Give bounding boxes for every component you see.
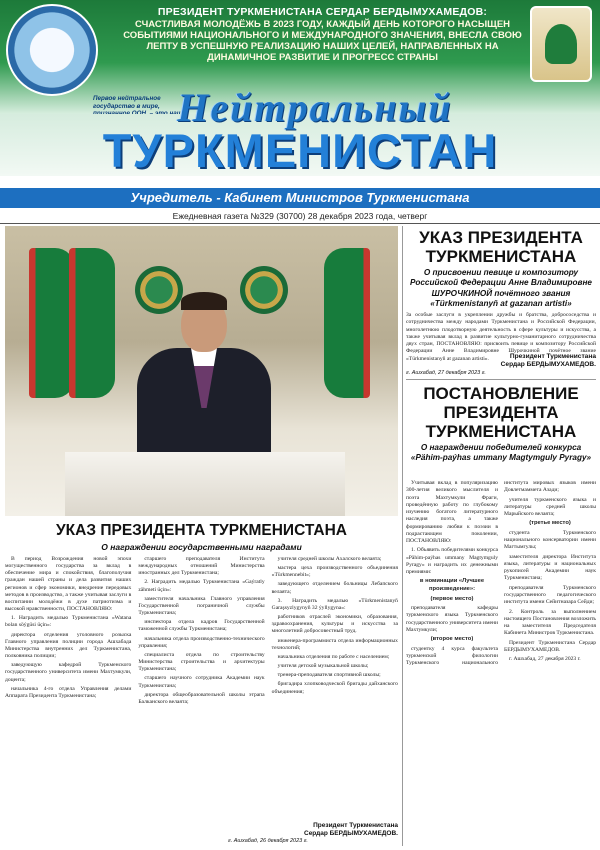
article-paragraph: директора общеобразовательной школы этрапа Балканского велаята; (138, 691, 265, 705)
resolution-paragraph: в номинации «Лучшее произведение»: (419, 578, 485, 592)
resolution-paragraph: учителя туркменского языка и литературы средней школы Марыйского велаята; (504, 496, 596, 518)
right-divider (406, 379, 596, 380)
resolution-paragraph: г. Ашхабад, 27 декабря 2023 г. (509, 656, 581, 663)
decree-subtitle: О присвоении певице и композитору Российской Федерации Анне Владимировне ШУРОЧКИНОЙ почётного звания «Türkmenistanyň at gazanan artisti» (410, 268, 592, 308)
banner-quote-text: СЧАСТЛИВАЯ МОЛОДЁЖЬ В 2023 ГОДУ, КАЖДЫЙ ДЕНЬ КОТОРОГО НАСЫЩЕН СОБЫТИЯМИ НАЦИОНАЛЬНОГО И МЕЖДУНАРОДНОГО ЗНАЧЕНИЯ, ВНЕСЛА СВОЮ ЛЕПТУ В УСПЕШНУЮ РЕАЛИЗАЦИЮ НАШИХ ЦЕЛЕЙ, НАПРАВЛЕННЫХ НА ДИНАМИЧНОЕ РАЗВИТИЕ И ПРОГРЕСС СТРАНЫ (123, 19, 522, 63)
person-hair (181, 292, 227, 310)
resolution-paragraph: (второе место) (430, 636, 474, 643)
signature-title: Президент Туркменистана (313, 822, 398, 829)
article-paragraph: заведующую кафедрой Туркменского государственного университета имени Махтумкули, доцента; (5, 662, 132, 683)
founder-strip: Учредитель - Кабинет Министров Туркменистана (0, 188, 600, 208)
decree-signature (406, 353, 596, 369)
resolution-paragraph: (первое место) (430, 595, 474, 602)
article-paragraph: инспектора отдела кадров Государственной таможенной службы Туркменистана; (138, 619, 265, 633)
resolution-paragraph: студента Туркменского национального консерватории имени Магтымгулы; (504, 529, 596, 551)
main-article-title: УКАЗ ПРЕЗИДЕНТА ТУРКМЕНИСТАНА (56, 522, 347, 539)
anniversary-logo (6, 4, 98, 96)
article-paragraph: директора отделения уголовного розыска Главного управления полиции города Ашхабада Министерства внутренних дел Туркменистана, полковника полиции; (5, 631, 132, 660)
article-paragraph: специалиста отдела по строительству Министерства строительства и архитектуры Туркменистана; (138, 651, 265, 673)
issue-dateline: Ежедневная газета №329 (30700) 28 декабря 2023 года, четверг (172, 211, 428, 221)
desk (65, 452, 345, 516)
article-paragraph: учителя средней школы Ахалского велаята; (277, 556, 382, 562)
signature-name: Сердар БЕРДЫМУХАМЕДОВ. (304, 830, 398, 838)
article-paragraph: В период Возрождения новой эпохи могущественного государства за вклад в обеспечение мира и спокойствия, благополучия граждан нашей страны и дела развития наших регионов и сфер экономики, внедрение передовых методов в производство, а также учитывая заслуги в воспитании молодёжи в духе патриотизма и высокой нравственности, ПОСТАНОВЛЯЮ: (5, 556, 132, 613)
article-paragraph: 1. Наградить медалью Туркменистана «Watana bolan söýgüsi üçin»: (5, 615, 132, 629)
resolution-paragraph: заместителя директора Института языка, литературы и национальных рукописей Академии наук Туркменистана; (504, 553, 596, 582)
article-paragraph: начальника отделения по работе с населением; (277, 653, 390, 660)
state-emblem-left (135, 266, 183, 314)
decree-body: За особые заслуги в укреплении дружбы и братства, добрососедства и сотрудничества между народами Туркменистана и Российской Федерации, многолетнюю плодотворную деятельность в сфере культуры и искусства, а также учитывая вклад в развитие культурно-гуманитарного сотрудничества двух стран, ПОСТАНОВЛЯЮ: присвоить певице и композитору Российской Федерации Анне Владимировне Шурочкиной почётное звание «Türkmenistanyň at gazanan artisti». (406, 312, 596, 362)
masthead-title-line1: Нейтральный (177, 85, 453, 130)
resolution-subtitle: О награждении победителей конкурса «Pähim-paýhas ummany Magtymguly Pyragy» (410, 443, 592, 463)
article-paragraph: старшего научного сотрудника Академии наук Туркменистана; (138, 675, 265, 689)
resolution-paragraph: преподавателя кафедры туркменского языка Туркменского государственного университета имени Махтумкули; (406, 605, 498, 633)
article-paragraph: старшего преподавателя Института международных отношений Министерства иностранных дел Туркменистана; (138, 556, 265, 577)
article-paragraph: 3. Наградить медалью «Türkmenistanyň Garaşsyzlygynyň 32 ýyllygyna»: (271, 597, 398, 611)
resolution-paragraph: (третье место) (529, 520, 571, 527)
resolution-paragraph: 2. Контроль за выполнением настоящего Постановления возложить на заместителя Председателя Кабинета Министров Туркменистана. (504, 608, 596, 637)
flag-left-2 (69, 248, 115, 398)
flag-right (324, 248, 370, 398)
resolution-title: ПОСТАНОВЛЕНИЕ ПРЕЗИДЕНТА ТУРКМЕНИСТАНА (423, 384, 579, 442)
decree-title: УКАЗ ПРЕЗИДЕНТА ТУРКМЕНИСТАНА (419, 228, 583, 267)
article-paragraph: мастера цеха производственного объединения «Türkmennebit»; (271, 565, 398, 579)
article-paragraph: тренера-преподавателя спортивной школы; (277, 672, 381, 679)
decree-signature-name: Сердар БЕРДЫМУХАМЕДОВ. (500, 361, 596, 369)
year-emblem-logo (530, 6, 592, 82)
header-divider (0, 223, 600, 224)
main-article-body (5, 556, 398, 846)
article-paragraph: работников отраслей экономики, образования, здравоохранения, культуры и искусства за многолетний добросовестный труд. (271, 614, 398, 635)
decree-place-date: г. Ашхабад, 27 декабря 2023 г. (406, 370, 486, 376)
masthead-title-line2: ТУРКМЕНИСТАН (102, 124, 498, 177)
article-paragraph: начальника отдела производственно-технического управления; (138, 635, 265, 649)
article-paragraph: начальника 4-го отдела Управления делами Аппарата Президента Туркменистана; (5, 685, 132, 699)
president-photo (5, 226, 398, 516)
decree-signature-title: Президент Туркменистана (509, 353, 596, 360)
resolution-paragraph: Учитывая вклад в популяризацию 300-летия великого мыслителя и поэта Махтумкули Фраги, проведённую работу по глубокому изучению богатого литературного наследия поэта, а также формированию любви к поэзии в подрастающем поколении, ПОСТАНОВЛЯЮ: (406, 480, 498, 545)
banner-quote (120, 6, 525, 64)
state-emblem-right (240, 266, 288, 314)
column-divider (402, 226, 403, 846)
article-paragraph: учителя детской музыкальной школы; (277, 663, 369, 670)
article-paragraph: инженера-программиста отдела информационных технологий; (271, 637, 398, 651)
resolution-paragraph: студентку 4 курса факультета туркменской филологии Туркменского национального института мировых языков имени Довлетмаммета Азади; (406, 480, 596, 667)
banner-quote-author: ПРЕЗИДЕНТ ТУРКМЕНИСТАНА СЕРДАР БЕРДЫМУХАМЕДОВ: (157, 6, 488, 18)
resolution-paragraph: Президент Туркменистана Сердар БЕРДЫМУХАМЕДОВ. (504, 639, 596, 653)
article-paragraph: бригадира хлопководческой бригады дайханского объединения; (271, 681, 398, 695)
main-article-signature (298, 822, 398, 838)
resolution-paragraph: 1. Объявить победителями конкурса «Pähim-paýhas ummany Magtymguly Pyragy» и наградить их денежными премиями: (406, 547, 498, 576)
article-paragraph: заведующего отделением больницы Лебапского велаята; (271, 581, 398, 595)
resolution-body (406, 480, 596, 840)
article-paragraph: 2. Наградить медалью Туркменистана «Gaýratly zähmeti üçin»: (138, 579, 265, 593)
resolution-paragraph: преподавателя Туркменского государственного педагогического института имени Сейитназара Сейди; (504, 584, 596, 606)
article-paragraph: заместителя начальника Главного управления Государственной пограничной службы Туркменистана; (138, 595, 265, 617)
main-article-place-date: г. Ашхабад, 26 декабря 2023 г. (228, 838, 308, 844)
main-article-subtitle: О награждении государственными наградами (101, 542, 302, 552)
neutrality-motto: Первое нейтральное государство в мире, (93, 95, 161, 110)
